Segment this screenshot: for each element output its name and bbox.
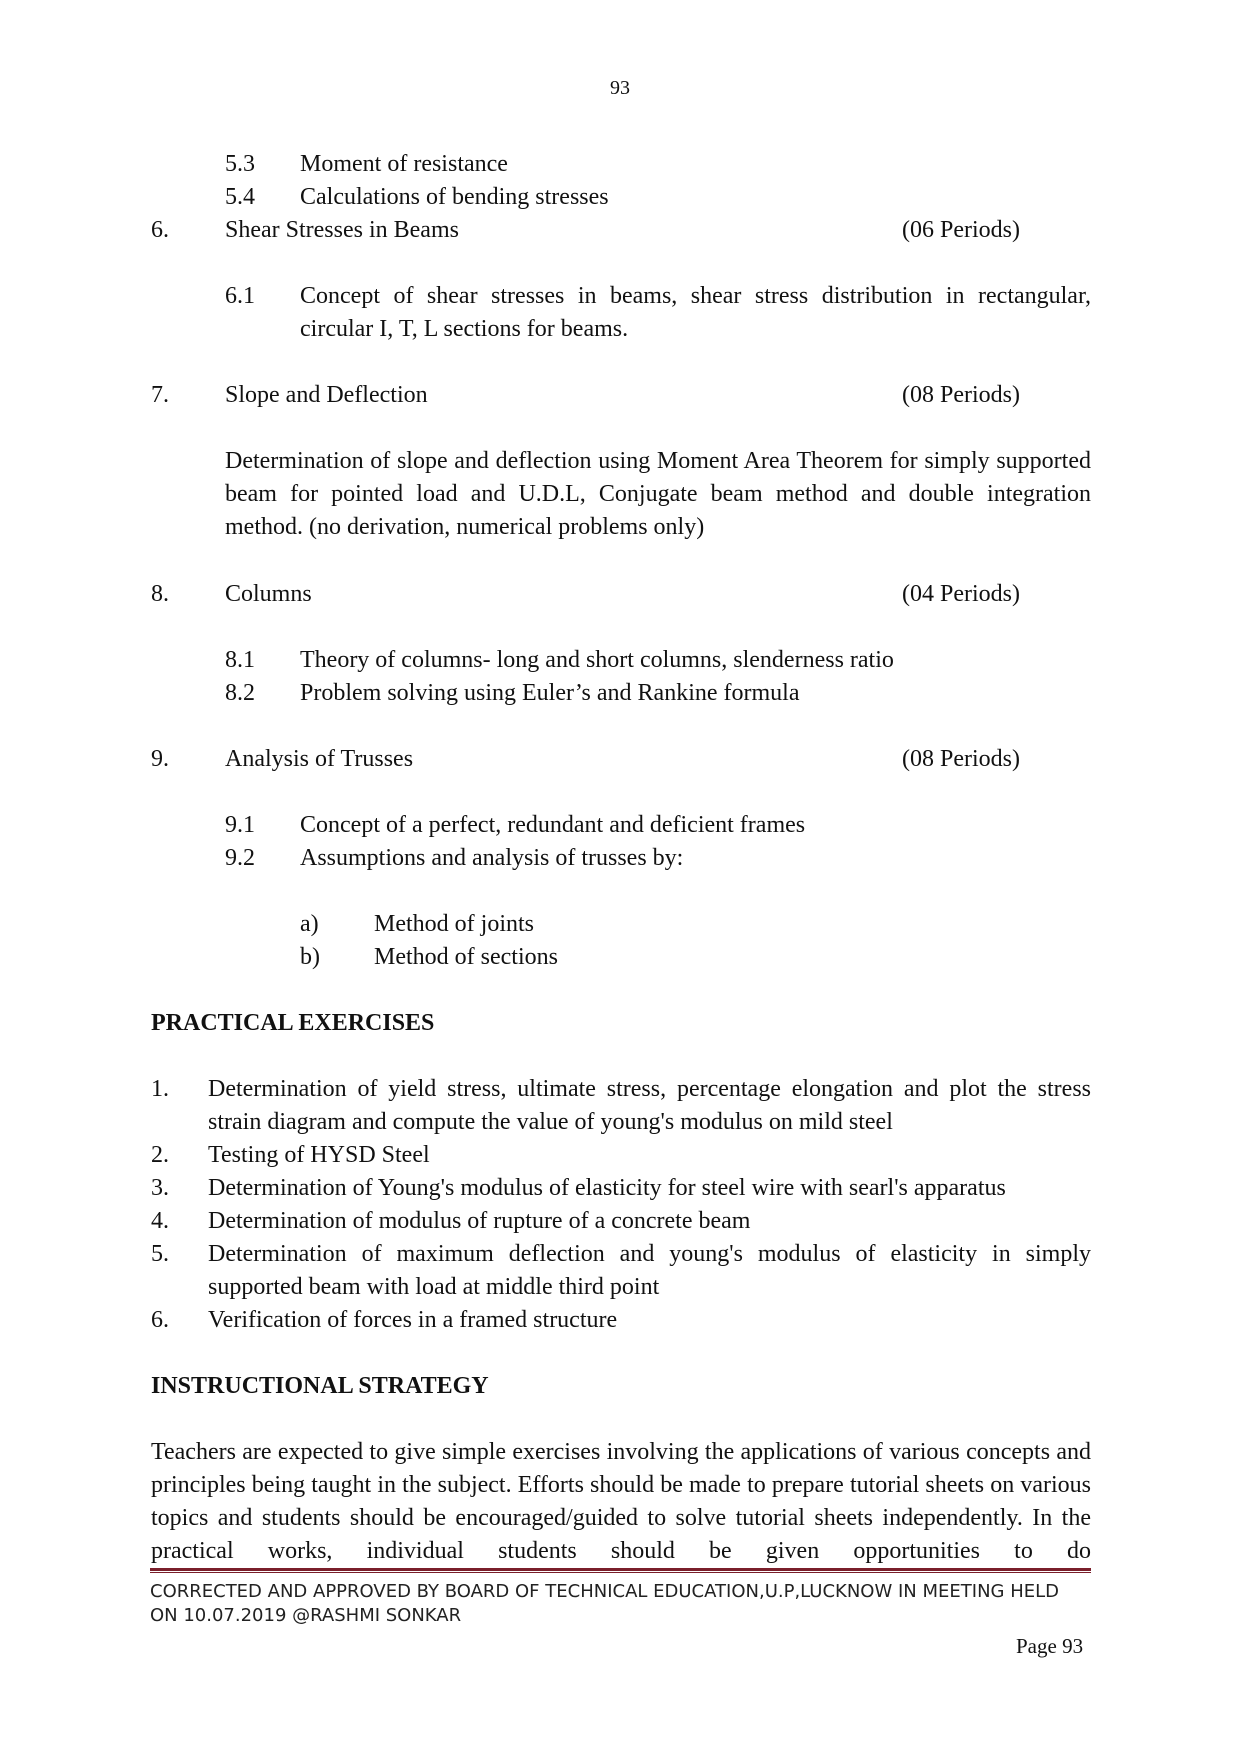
item-text: Moment of resistance: [300, 151, 508, 177]
exercise-text: Verification of forces in a framed structure: [208, 1307, 618, 1333]
subitem-text: Method of sections: [374, 944, 558, 970]
exercise-number: 4.: [151, 1208, 169, 1234]
exercise-text: Determination of Young's modulus of elasticity for steel wire with searl's apparatus: [208, 1175, 1006, 1201]
exercise-text: Determination of modulus of rupture of a concrete beam: [208, 1208, 751, 1234]
exercise-number: 5.: [151, 1241, 169, 1267]
item-number: 9.1: [225, 812, 255, 838]
item-number: 9.2: [225, 845, 255, 871]
item-number: 8.2: [225, 680, 255, 706]
item-text: Concept of a perfect, redundant and deficient frames: [300, 812, 806, 838]
item-number: 8.1: [225, 647, 255, 673]
section-number: 7.: [151, 382, 169, 408]
subitem-letter: a): [300, 911, 319, 937]
exercise-number: 2.: [151, 1142, 169, 1168]
item-text: Theory of columns- long and short columns, slenderness ratio: [300, 647, 894, 673]
exercise-number: 3.: [151, 1175, 169, 1201]
section-number: 8.: [151, 581, 169, 607]
item-number: 6.1: [225, 283, 255, 309]
footer-page-label: Page 93: [1016, 1634, 1084, 1658]
section-periods: (08 Periods): [902, 746, 1020, 772]
item-text: Concept of shear stresses in beams, shear stress distribution in rectangular, circular I, T, L sections for beams.: [300, 283, 1091, 342]
item-number: 5.4: [225, 184, 255, 210]
footer-rule: [150, 1568, 1091, 1573]
section-title: Columns: [225, 581, 312, 607]
section-paragraph: Determination of slope and deflection using Moment Area Theorem for simply supported beam for pointed load and U.D.L, Conjugate beam method and double integration method. (no derivation, numerical problems only): [225, 448, 1091, 540]
section-number: 6.: [151, 217, 169, 243]
exercise-text: Determination of maximum deflection and young's modulus of elasticity in simply supported beam with load at middle third point: [208, 1241, 1091, 1300]
exercise-number: 1.: [151, 1076, 169, 1102]
exercise-text: Testing of HYSD Steel: [208, 1142, 430, 1168]
item-text: Assumptions and analysis of trusses by:: [300, 845, 684, 871]
section-periods: (04 Periods): [902, 581, 1020, 607]
subitem-text: Method of joints: [374, 911, 534, 937]
item-text: Calculations of bending stresses: [300, 184, 609, 210]
item-text: Problem solving using Euler’s and Rankine formula: [300, 680, 800, 706]
practical-heading: PRACTICAL EXERCISES: [151, 1010, 435, 1036]
subitem-letter: b): [300, 944, 320, 970]
section-title: Shear Stresses in Beams: [225, 217, 459, 243]
exercise-text: Determination of yield stress, ultimate stress, percentage elongation and plot the stress strain diagram and compute the value of young's modulus on mild steel: [208, 1076, 1091, 1135]
item-number: 5.3: [225, 151, 255, 177]
section-periods: (06 Periods): [902, 217, 1020, 243]
section-title: Slope and Deflection: [225, 382, 428, 408]
section-number: 9.: [151, 746, 169, 772]
instructional-heading: INSTRUCTIONAL STRATEGY: [151, 1373, 489, 1399]
page-number-top: 93: [610, 77, 630, 99]
footer-approval-text: CORRECTED AND APPROVED BY BOARD OF TECHNICAL EDUCATION,U.P,LUCKNOW IN MEETING HELD ON 10.07.2019 @RASHMI SONKAR: [150, 1581, 1059, 1626]
section-periods: (08 Periods): [902, 382, 1020, 408]
exercise-number: 6.: [151, 1307, 169, 1333]
section-title: Analysis of Trusses: [225, 746, 414, 772]
instructional-paragraph: Teachers are expected to give simple exercises involving the applications of various concepts and principles being taught in the subject. Efforts should be made to prepare tutorial sheets on various topics and students should be encouraged/guided to solve tutorial sheets independently. In the practical works, individual students should be given opportunities to do: [151, 1439, 1091, 1564]
